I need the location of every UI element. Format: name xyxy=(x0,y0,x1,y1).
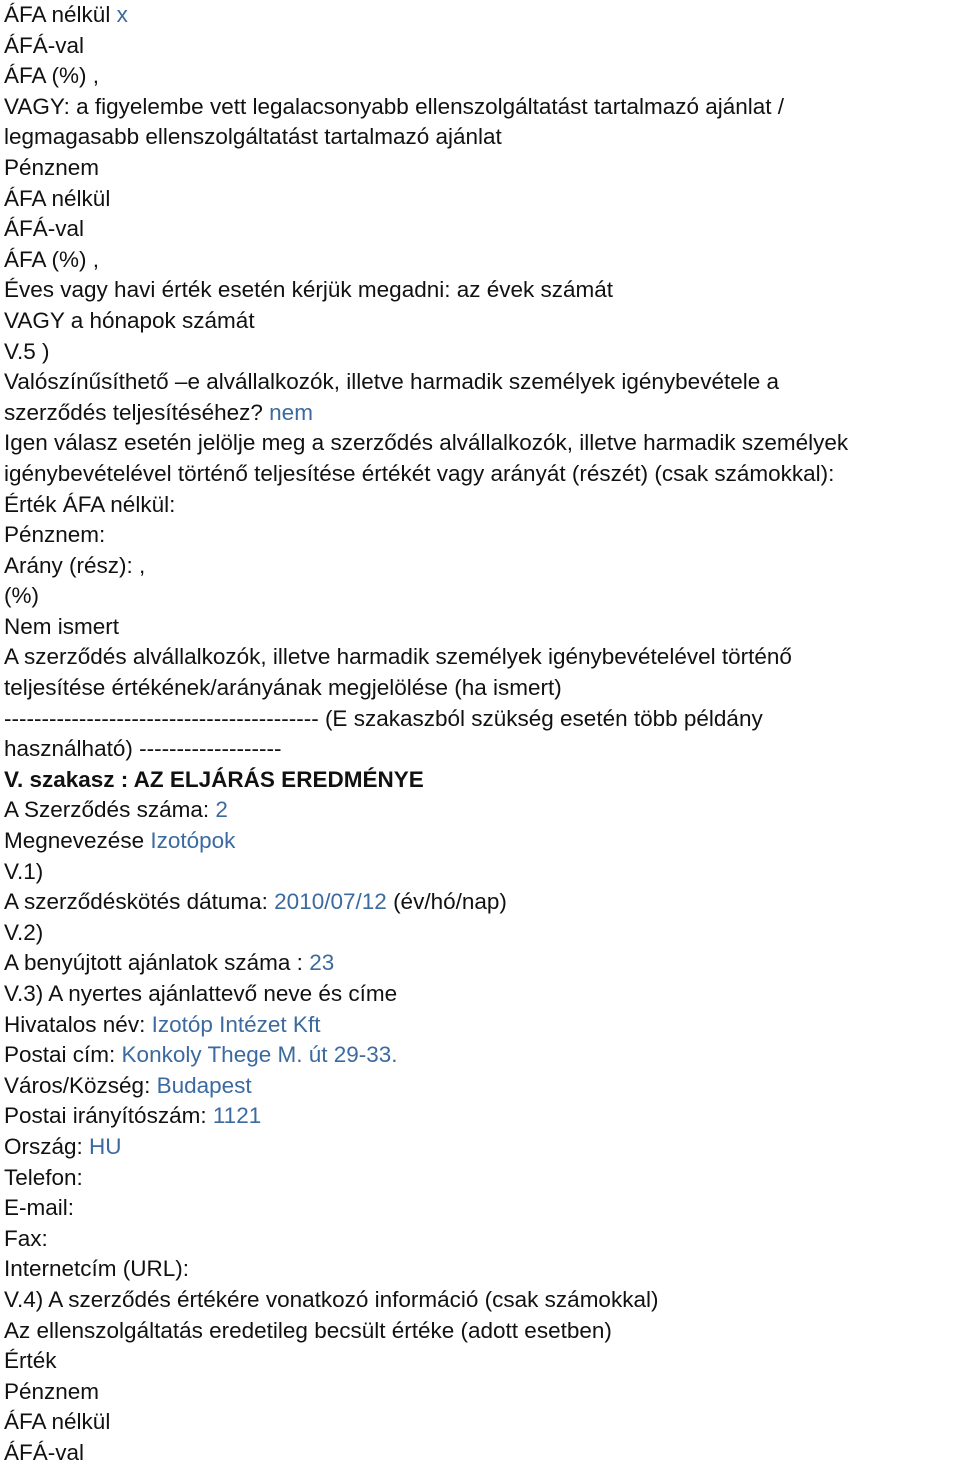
postal-code-line xyxy=(4,1101,960,1132)
ratio-label: Arány (rész): , xyxy=(4,552,146,578)
contract-number-value: 2 xyxy=(215,797,228,823)
vat-excluded-label-3: ÁFA nélkül xyxy=(4,1409,111,1435)
official-name-line xyxy=(4,1010,960,1041)
section-separator: ------------------------------------------ (E szakaszból szükség esetén több példány xyxy=(4,705,763,731)
value-excl-vat-label: Érték ÁFA nélkül: xyxy=(4,491,176,517)
months-note: VAGY a hónapok számát xyxy=(4,307,255,333)
offer-range-line: VAGY: a figyelembe vett legalacsonyabb ellenszolgáltatást tartalmazó ajánlat / xyxy=(4,93,785,119)
subcontractor-question-cont xyxy=(4,398,960,429)
contract-number-line xyxy=(4,795,960,826)
contract-date-value: 2010/07/12 xyxy=(274,889,387,915)
label: A benyújtott ajánlatok száma : xyxy=(4,950,303,976)
phone-label: Telefon: xyxy=(4,1164,83,1190)
fax-label: Fax: xyxy=(4,1225,48,1251)
label: Postai irányítószám: xyxy=(4,1103,207,1129)
label: Ország: xyxy=(4,1133,83,1159)
vat-excluded-line-2: ÁFA nélkül xyxy=(4,185,111,211)
postal-code-value: 1121 xyxy=(212,1103,262,1129)
offer-range-line-cont: legmagasabb ellenszolgáltatást tartalmazó ajánlat xyxy=(4,124,502,150)
section-v4-heading: V.4) A szerződés értékére vonatkozó információ (csak számokkal) xyxy=(4,1286,659,1312)
subcontractor-instruction-cont: igénybevételével történő teljesítése értékét vagy arányát (részét) (csak számokkal): xyxy=(4,460,835,486)
subcontractor-question: Valószínűsíthető –e alvállalkozók, illetve harmadik személyek igénybevétele a xyxy=(4,369,779,395)
contract-name-line xyxy=(4,826,960,857)
section-v3-heading: V.3) A nyertes ajánlattevő neve és címe xyxy=(4,981,398,1006)
section-v1-heading: V.1) xyxy=(4,858,44,884)
vat-included-line-2: ÁFÁ-val xyxy=(4,216,85,242)
currency-label-2: Pénznem xyxy=(4,1378,100,1404)
section-v2-heading: V.2) xyxy=(4,919,44,945)
contract-name-value: Izotópok xyxy=(150,828,236,854)
section-separator-cont: használható) ------------------- xyxy=(4,736,282,762)
label: A Szerződés száma: xyxy=(4,797,210,823)
percent-label: (%) xyxy=(4,583,39,609)
country-line xyxy=(4,1132,960,1163)
label: Megnevezése xyxy=(4,828,145,854)
section-v-heading: V. szakasz : AZ ELJÁRÁS EREDMÉNYE xyxy=(4,766,424,792)
vat-included-label-3: ÁFÁ-val xyxy=(4,1439,85,1465)
currency-line: Pénznem xyxy=(4,154,100,180)
postal-address-value: Konkoly Thege M. út 29-33. xyxy=(121,1042,398,1068)
subcontractor-answer: nem xyxy=(269,399,313,425)
annual-value-note: Éves vagy havi érték esetén kérjük megadni: az évek számát xyxy=(4,277,614,303)
subcontractor-value-note: A szerződés alvállalkozók, illetve harmadik személyek igénybevételével történő xyxy=(4,644,792,670)
url-label: Internetcím (URL): xyxy=(4,1256,190,1282)
contract-date-line xyxy=(4,887,960,918)
label: A szerződéskötés dátuma: xyxy=(4,889,268,915)
official-name-value: Izotóp Intézet Kft xyxy=(151,1011,321,1037)
label: szerződés teljesítéséhez? xyxy=(4,399,263,425)
offers-count-line xyxy=(4,948,960,979)
vat-included-line: ÁFÁ-val xyxy=(4,32,85,58)
country-value: HU xyxy=(89,1133,122,1159)
vat-rate-line: ÁFA (%) , xyxy=(4,63,100,89)
label: Város/Község: xyxy=(4,1072,151,1098)
offers-count-value: 23 xyxy=(309,950,335,976)
not-known-label: Nem ismert xyxy=(4,613,120,639)
email-label: E-mail: xyxy=(4,1195,75,1221)
vat-excluded-line xyxy=(4,0,960,31)
estimated-value-note: Az ellenszolgáltatás eredetileg becsült értéke (adott esetben) xyxy=(4,1317,612,1343)
section-v5-heading: V.5 ) xyxy=(4,338,50,364)
currency-label: Pénznem: xyxy=(4,522,106,548)
date-format: (év/hó/nap) xyxy=(393,889,507,915)
label: Postai cím: xyxy=(4,1042,116,1068)
label: ÁFA nélkül xyxy=(4,2,111,27)
subcontractor-instruction: Igen válasz esetén jelölje meg a szerződés alvállalkozók, illetve harmadik személyek xyxy=(4,430,849,456)
checkbox-mark: x xyxy=(116,2,128,27)
label: Hivatalos név: xyxy=(4,1011,146,1037)
value-label: Érték xyxy=(4,1348,57,1374)
city-value: Budapest xyxy=(156,1072,252,1098)
subcontractor-value-note-cont: teljesítése értékének/arányának megjelölése (ha ismert) xyxy=(4,675,562,701)
postal-address-line xyxy=(4,1040,960,1071)
vat-rate-line-2: ÁFA (%) , xyxy=(4,246,100,272)
city-line xyxy=(4,1071,960,1102)
